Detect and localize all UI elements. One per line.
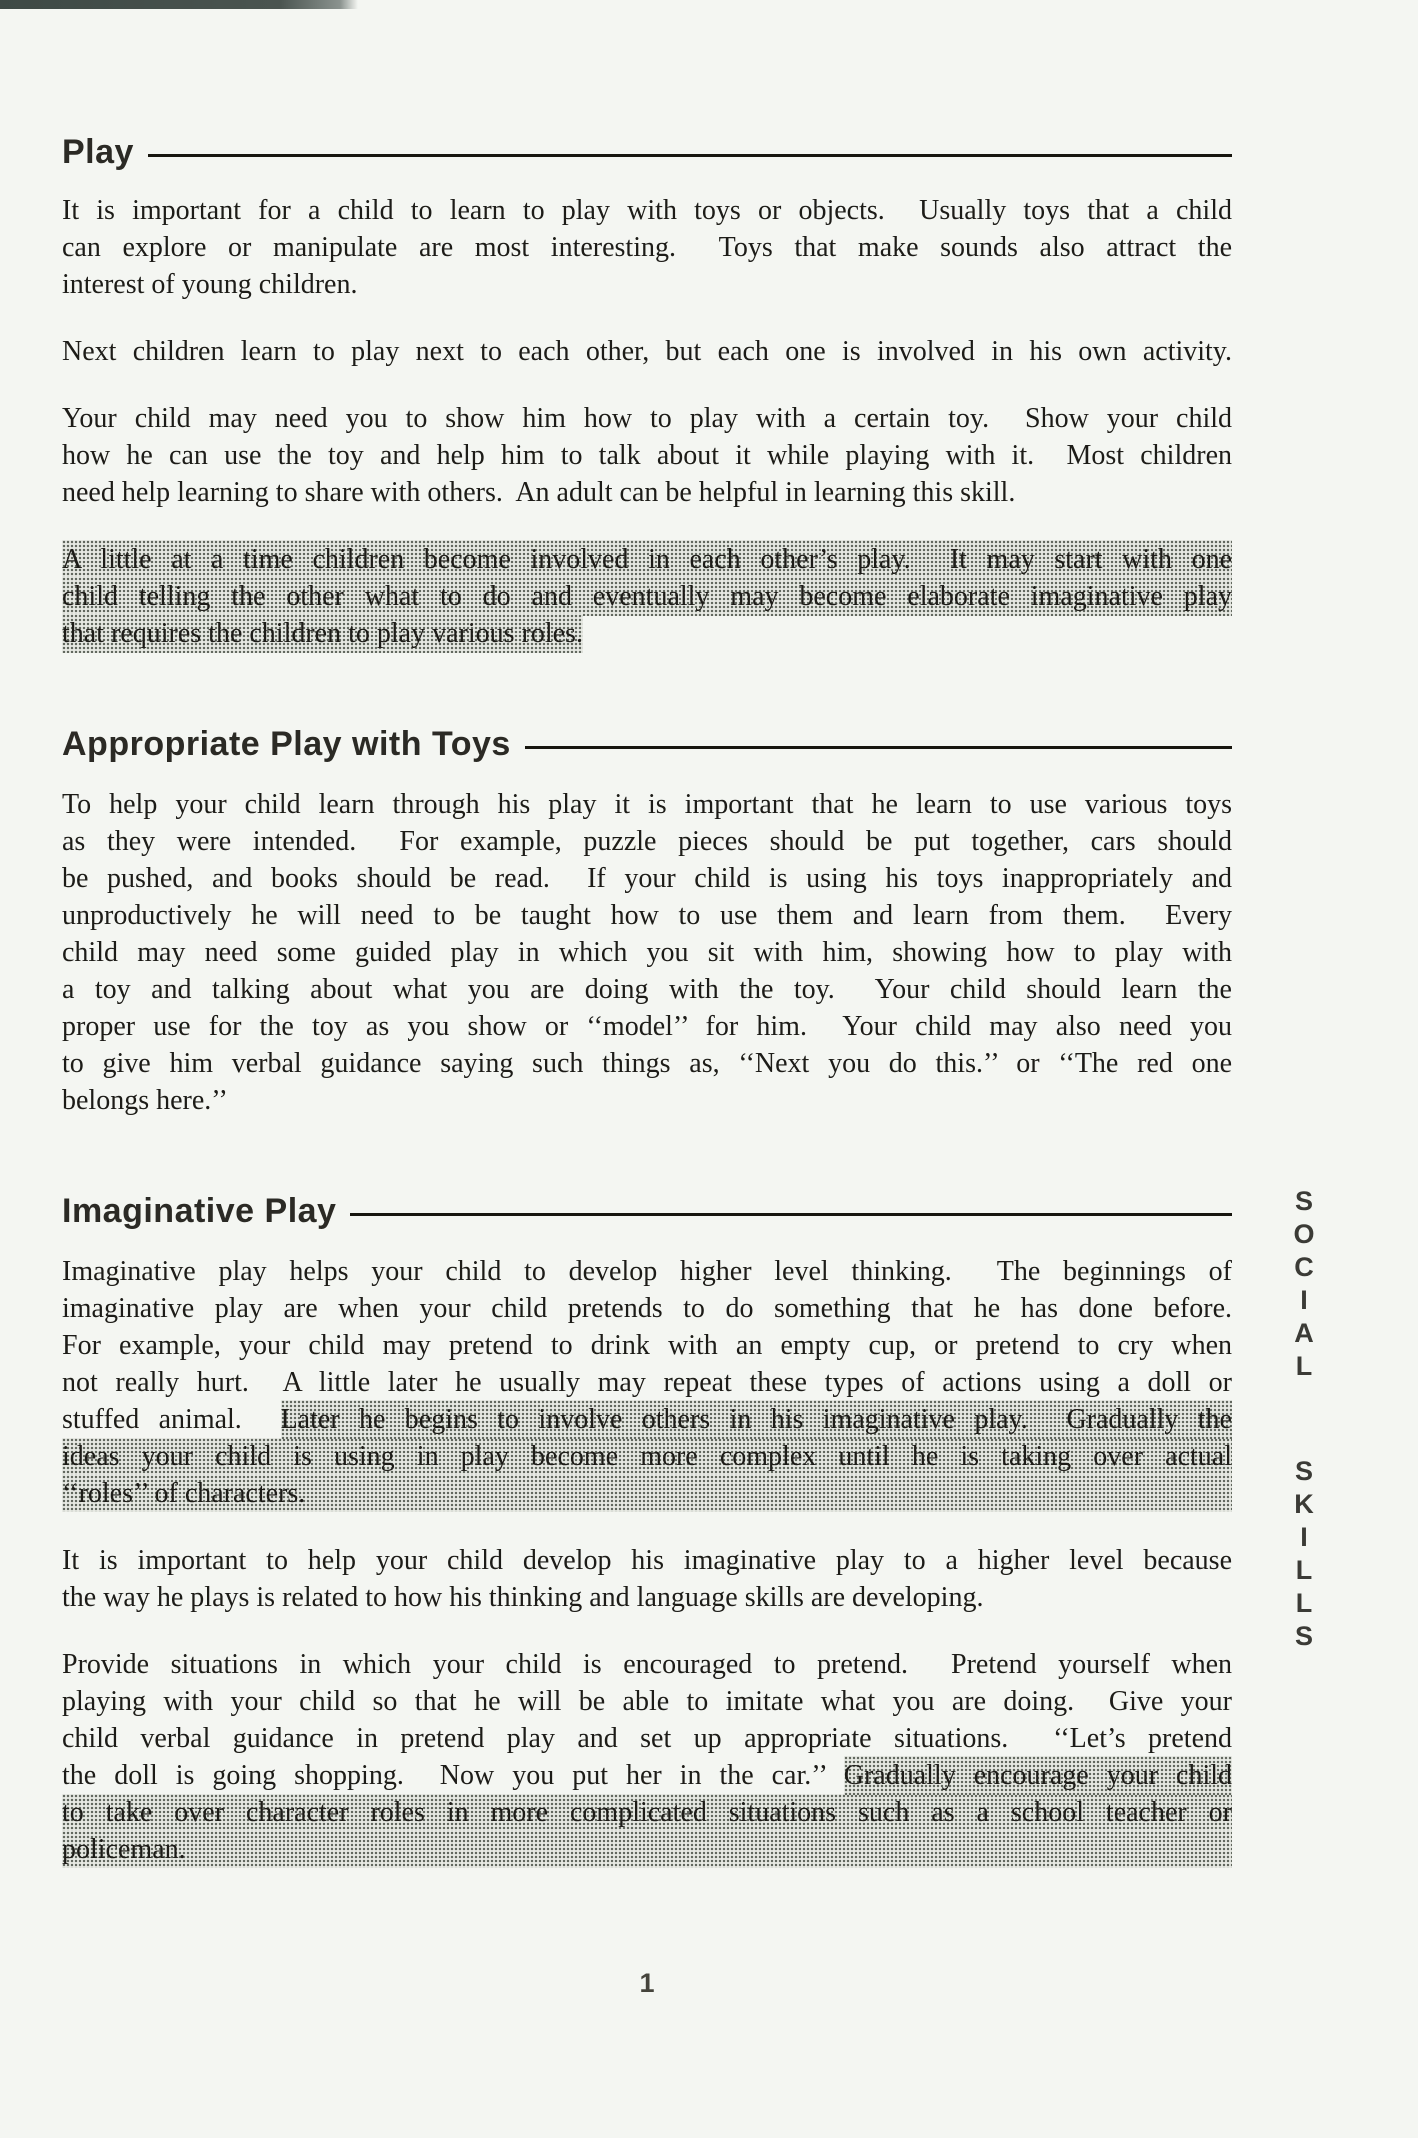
text-line [62, 437, 1232, 474]
text-segment: playing with your child so that he will be able to imitate what you are doing. Give your [62, 1686, 1232, 1717]
text-segment: the doll is going shopping. Now you put her in the car.’’ [62, 1760, 844, 1791]
paragraph [62, 1542, 1232, 1616]
text-line [62, 1579, 1232, 1616]
text-segment: ‘‘roles’’ of characters. [62, 1478, 306, 1509]
text-line [62, 615, 1232, 652]
text-line [62, 823, 1232, 860]
text-segment: interest of young children. [62, 269, 358, 300]
text-segment: as they were intended. For example, puzzle pieces should be put together, cars should [62, 826, 1232, 857]
side-label-letter: L [1295, 1555, 1313, 1585]
text-segment: For example, your child may pretend to drink with an empty cup, or pretend to cry when [62, 1330, 1232, 1361]
highlighted-text: A little at a time children become involved in each other’s play. It may start with one [62, 540, 1232, 579]
section-heading [62, 1191, 1232, 1231]
text-line [62, 1438, 1232, 1475]
section-title: Appropriate Play with Toys [62, 725, 511, 763]
side-label-word [1284, 1455, 1324, 1653]
section-heading [62, 724, 1232, 764]
text-segment: to give him verbal guidance saying such things as, ‘‘Next you do this.’’ or ‘‘The red one [62, 1048, 1232, 1079]
text-line [62, 1401, 1232, 1438]
side-label-letter: L [1295, 1351, 1313, 1381]
section-imaginative-play [62, 1191, 1232, 1868]
side-label-letter: S [1294, 1456, 1313, 1486]
paragraph [62, 786, 1232, 1119]
text-line [62, 192, 1232, 229]
side-label-word [1284, 1185, 1324, 1383]
text-line [62, 541, 1232, 578]
text-segment: It is important for a child to learn to play with toys or objects. Usually toys that a child [62, 195, 1232, 226]
text-segment: be pushed, and books should be read. If your child is using his toys inappropriately and [62, 863, 1232, 894]
section-heading [62, 132, 1232, 172]
text-line [62, 1253, 1232, 1290]
side-label-letter: K [1294, 1489, 1314, 1519]
text-segment: To help your child learn through his play it is important that he learn to use various toys [62, 789, 1232, 820]
heading-rule [148, 154, 1232, 157]
text-segment: child may need some guided play in which you sit with him, showing how to play with [62, 937, 1232, 968]
text-line [62, 860, 1232, 897]
text-segment: the way he plays is related to how his thinking and language skills are developing. [62, 1582, 984, 1613]
document-body [62, 132, 1232, 1868]
text-line [62, 400, 1232, 437]
text-line [62, 1720, 1232, 1757]
paragraph [62, 1646, 1232, 1868]
text-segment: ideas your child is using in play become more complex until he is taking over actual [62, 1441, 1232, 1472]
side-label-letter: S [1294, 1186, 1313, 1216]
text-segment: belongs here.’’ [62, 1085, 228, 1116]
text-line [62, 1290, 1232, 1327]
text-segment: need help learning to share with others. An adult can be helpful in learning this skill. [62, 477, 1016, 508]
text-line [62, 934, 1232, 971]
highlighted-text: that requires the children to play various roles. [62, 614, 583, 653]
text-line [62, 333, 1232, 370]
text-segment: proper use for the toy as you show or ‘‘model’’ for him. Your child may also need you [62, 1011, 1232, 1042]
text-line [62, 1364, 1232, 1401]
paragraph [62, 400, 1232, 511]
text-line [62, 474, 1232, 511]
text-segment: not really hurt. A little later he usually may repeat these types of actions using a doll or [62, 1367, 1232, 1398]
text-segment: stuffed animal. [62, 1404, 281, 1435]
highlighted-text: child telling the other what to do and eventually may become elaborate imaginative play [62, 577, 1232, 616]
section-play [62, 132, 1232, 652]
text-line [62, 786, 1232, 823]
text-line [62, 1646, 1232, 1683]
highlighted-text: Gradually encourage your child [844, 1756, 1232, 1795]
text-segment: Provide situations in which your child is encouraged to pretend. Pretend yourself when [62, 1649, 1232, 1680]
text-line [62, 1327, 1232, 1364]
paragraph [62, 541, 1232, 652]
text-segment: It is important to help your child develop his imaginative play to a higher level because [62, 1545, 1232, 1576]
text-segment: unproductively he will need to be taught how to use them and learn from them. Every [62, 900, 1232, 931]
text-line [62, 1008, 1232, 1045]
section-title: Play [62, 133, 134, 171]
text-line [62, 266, 1232, 303]
side-label-letter: S [1294, 1621, 1313, 1651]
text-segment: how he can use the toy and help him to talk about it while playing with it. Most children [62, 440, 1232, 471]
side-label-letter: I [1300, 1522, 1308, 1552]
page-number: 1 [639, 1968, 655, 1998]
text-segment: can explore or manipulate are most interesting. Toys that make sounds also attract the [62, 232, 1232, 263]
text-segment: Your child may need you to show him how to play with a certain toy. Show your child [62, 403, 1232, 434]
section-appropriate-play-with-toys [62, 724, 1232, 1119]
text-line [62, 897, 1232, 934]
text-line [62, 229, 1232, 266]
text-line [62, 1683, 1232, 1720]
social-skills-side-label [1284, 1185, 1324, 1725]
paragraph [62, 1253, 1232, 1512]
text-segment: a toy and talking about what you are doing with the toy. Your child should learn the [62, 974, 1232, 1005]
text-segment: policeman. [62, 1834, 186, 1865]
side-label-letter: A [1294, 1318, 1314, 1348]
side-label-letter: L [1295, 1588, 1313, 1618]
text-line [62, 1831, 1232, 1868]
section-title: Imaginative Play [62, 1192, 337, 1230]
side-label-letter: I [1300, 1285, 1308, 1315]
text-segment: Next children learn to play next to each other, but each one is involved in his own activity. [62, 336, 1232, 367]
heading-rule [525, 746, 1232, 749]
side-label-letter: O [1293, 1219, 1315, 1249]
text-line [62, 1045, 1232, 1082]
side-label-letter: C [1294, 1252, 1314, 1282]
text-segment: to take over character roles in more complicated situations such as a school teacher or [62, 1797, 1232, 1828]
text-line [62, 578, 1232, 615]
text-line [62, 971, 1232, 1008]
text-line [62, 1082, 1232, 1119]
text-line [62, 1757, 1232, 1794]
text-segment: child verbal guidance in pretend play and set up appropriate situations. ‘‘Let’s pretend [62, 1723, 1232, 1754]
text-segment: Imaginative play helps your child to develop higher level thinking. The beginnings of [62, 1256, 1232, 1287]
text-line [62, 1542, 1232, 1579]
text-line [62, 1475, 1232, 1512]
paragraph [62, 192, 1232, 303]
highlighted-text: Later he begins to involve others in his imaginative play. Gradually the [281, 1400, 1232, 1439]
text-line [62, 1794, 1232, 1831]
paragraph [62, 333, 1232, 370]
heading-rule [350, 1213, 1232, 1216]
text-segment: imaginative play are when your child pretends to do something that he has done before. [62, 1293, 1232, 1324]
